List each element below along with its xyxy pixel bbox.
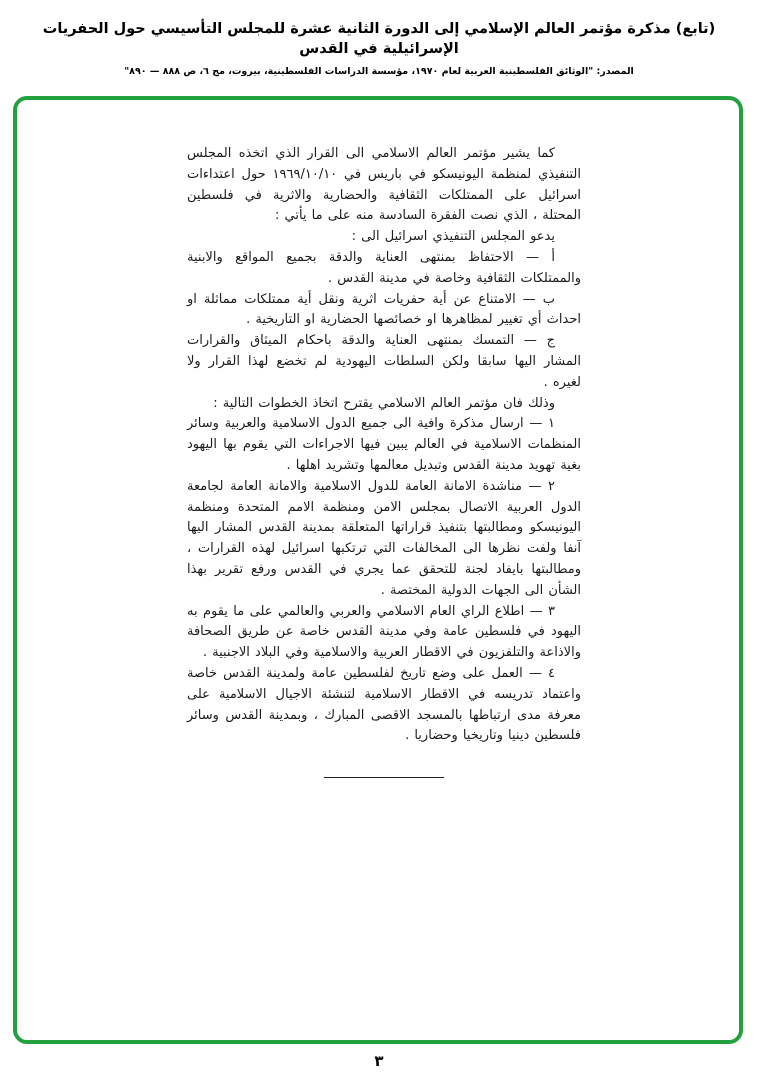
document-source-line: المصدر: "الوثائق الفلسطينية العربية لعام ١٩٧٠، مؤسسة الدراسات الفلسطينية، بيروت، مج ٦، ص ٨٨٨ — ٨٩٠" [124,66,634,78]
body-paragraph: أ — الاحتفاظ بمنتهى العناية والدقة بجميع المواقع والابنية والممتلكات الثقافية وخاصة في مدينة القدس . [187,249,581,286]
body-paragraph: ب — الامتناع عن أية حفريات اثرية ونقل أية ممتلكات مماثلة او احداث أي تغيير لمظاهرها او خصائصها الحضارية او التاريخية . [187,291,581,328]
document-title: (تابع) مذكرة مؤتمر العالم الإسلامي إلى الدورة الثانية عشرة للمجلس التأسيسي حول الحفريات الإسرائيلية في القدس [42,21,716,57]
separator-rule [324,777,444,778]
body-paragraph: يدعو المجلس التنفيذي اسرائيل الى : [351,229,555,245]
page-number: ٣ [374,1052,384,1070]
body-paragraph: ٣ — اطلاع الراي العام الاسلامي والعربي والعالمي على ما يقوم به اليهود في فلسطين عامة وفي مدينة القدس خاصة عن طريق الصحافة والاذاعة والتلفزيون في الاقطار العربية والاسلامية وفي البلاد الاجنبية . [187,603,581,661]
body-paragraph: ٢ — مناشدة الامانة العامة للدول الاسلامية والامانة العامة لجامعة الدول العربية الاتصال بمجلس الامن ومنظمة الامم المتحدة ومنظمة اليونيسكو ومطالبتها بتنفيذ قراراتها المتعلقة بمدينة القدس المشار اليها آنفا ولفت نظرها الى المخالفات التي ترتكبها اسرائيل لهذه القرارات ، ومطالبتها بايفاد لجنة للتحقق عما يجري في القدس ورفع تقرير بهذا الشأن الى الجهات الدولية المختصة . [187,478,581,598]
body-paragraph: وذلك فان مؤتمر العالم الاسلامي يقترح اتخاذ الخطوات التالية : [213,395,555,411]
page-header [0,0,758,77]
document-body [187,144,581,747]
body-paragraph: ج — التمسك بمنتهى العناية والدقة باحكام الميثاق والقرارات المشار اليها سابقا ولكن السلطات اليهودية لم تخضع لهذا القرار ولا لغيره . [187,333,581,390]
body-paragraph: ٤ — العمل على وضع تاريخ لفلسطين عامة ولمدينة القدس خاصة واعتماد تدريسه في الاقطار الاسلامية لتنشئة الاجيال الاسلامية على معرفة مدى ارتباطها بالمسجد الاقصى المبارك ، وبمدينة القدس وسائر فلسطين دينيا وتاريخيا وحضاريا . [187,665,581,744]
body-paragraph: كما يشير مؤتمر العالم الاسلامي الى القرار الذي اتخذه المجلس التنفيذي لمنظمة اليونيسكو في باريس في ١٩٦٩/١٠/١٠ حول اعتداءات اسرائيل على الممتلكات الثقافية والحضارية والاثرية في فلسطين المحتلة ، الذي نصت الفقرة السادسة منه على ما يأتي : [187,146,581,224]
green-border-frame [13,96,743,1044]
body-paragraph: ١ — ارسال مذكرة وافية الى جميع الدول الاسلامية والعربية وسائر المنظمات الاسلامية في العالم يبين فيها الاجراءات التي يقوم بها اليهود بغية تهويد مدينة القدس وتبديل معالمها وتشريد اهلها . [187,416,581,473]
